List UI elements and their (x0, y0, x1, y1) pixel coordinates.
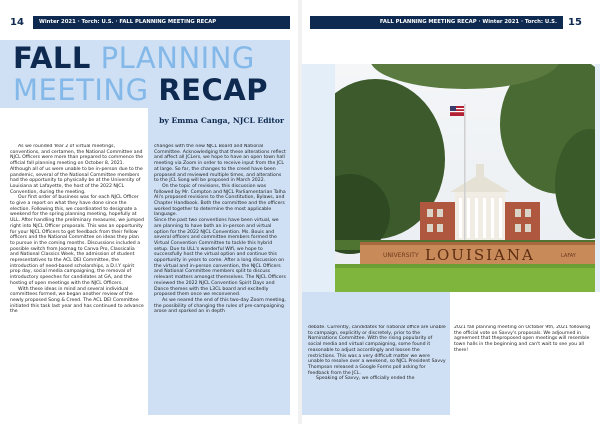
paragraph: debate. Currently, candidates for national office are unable to campaign, explicitly or discretely, prior to the Nominations Committee. With the rising popularity of social media and virtual campaigning, some found it reasonable to adjust accordingly and loosen the restrictions. This was a very difficult matter we were unable to resolve over a weekend, so NJCL President Savvy Thompson released a Google Forms poll asking for feedback from the JCL. (308, 325, 446, 376)
title-line-1 (13, 43, 255, 73)
paragraph: changes with the new NJCL Board and National Committee. Acknowledging that these alterations reflect and affect all JCLers, we hope to have an open town hall meeting via Zoom in order to receive input from the JCL at large. So far, the changes to the creed have been proposed and reviewed multiple times, and alterations to the JCL Song will be proposed in March 2022. (154, 144, 286, 184)
paragraph: As we neared the end of this two-day Zoom meeting, the possibility of changing the rules of pre-campaigning arose and sparked an in depth (154, 297, 286, 315)
campus-photo-illustration (335, 64, 595, 292)
right-column-2 (454, 325, 594, 415)
sign-text: LOUISIANA (425, 246, 535, 264)
title-word-recap: RECAP (158, 73, 268, 107)
page-number-right: 15 (568, 17, 582, 28)
title-word-planning: PLANNING (100, 41, 255, 75)
paragraph: On the topic of revisions, this discussion was followed by Mr. Compton and NJCL Parliamentarian Talha Ali's proposed revisions to the Constitution, Bylaws, and Chapter Handbook. Both the committee and the officers worked together to determine the most applicable language. (154, 183, 286, 218)
left-column-2 (154, 144, 286, 416)
paragraph: Our first order of business was for each NJCL Officer to give a report on what they have done since the election. Following this, we coordinated to designate a weekend for the spring planning meeting, hopefully at ULL. After handling the preliminary measures, we jumped right into NJCL Officer proposals. This was an opportunity for your NJCL Officers to get feedback from their fellow officers and the National Committee on ideas they plan to pursue in the coming months. Discussions included a possible switch from Joomag to Canva Pro, Classicalia and National Classics Week, the admission of student representatives to the ACL DEI Committee, the introduction of need-based scholarships, a D.I.Y spirit prop day, social media campaigning, the removal of introductory speeches for candidates at GA, and the hosting of open meetings with the NJCL Officers. (10, 195, 144, 286)
title-word-fall: FALL (13, 41, 91, 75)
running-header-left: Winter 2021 · Torch: U.S. · FALL PLANNING MEETING RECAP (33, 16, 290, 29)
title-line-2 (13, 75, 268, 105)
paragraph: With these ideas in mind and several individual committees formed, we began another review of the newly proposed Song & Creed. The ACL DEI Committee initiated this task last year and has continued to advance the (10, 286, 144, 315)
page-number-left: 14 (10, 17, 24, 28)
paragraph: Since the past two conventions have been virtual, we are planning to have both an in-person and virtual option for the 2022 NJCL Convention. Ms. Bouis and several officers and committee members formed the Virtual Convention Committee to tackle this hybrid setup. Due to ULL's wonderful Wifi, we hope to successfully host the virtual option and continue this opportunity in years to come. After a long discussion on the virtual and in-person convention, the NJCL Officers and National Committee members split to discuss relevant matters amongst themselves. The NJCL Officers reviewed the 2022 NJCL Convention Spirit Days and Dance themes with the L3CL board and excitedly proposed them once we reconvened. (154, 218, 286, 298)
paragraph: 2021 fall planning meeting on October 9th, 2021 following the official vote on Savvy's proposals. We adjourned in agreement that theproposed open meetings will resemble town halls in the beginning and can't wait to see you all there! (454, 325, 591, 353)
title-word-meeting: MEETING (13, 73, 149, 107)
byline: by Emma Canga, NJCL Editor (159, 116, 284, 125)
paragraph: As we rounded Year 2 of virtual meetings, conventions, and certamen, the National Committee and NJCL Officers were more than prepared to commence the official fall planning meeting on October 8, 2021. Although all of us were unable to be in-person due to the pandemic, several of the National Committee members had the opportunity to physically be at the University of Louisiana at Lafayette, the host of the 2022 NJCL Convention, during the meeting. (10, 144, 144, 195)
running-header-right: FALL PLANNING MEETING RECAP · Winter 2021 · Torch: U.S. (310, 16, 563, 29)
right-column-1 (308, 325, 446, 415)
left-page (0, 0, 298, 424)
left-column-1 (10, 144, 144, 416)
sign-text-small: UNIVERSITY (383, 252, 419, 259)
paragraph: Speaking of Savvy, we officially ended the (316, 376, 415, 382)
campus-photo (335, 64, 595, 292)
sign-text-small-2: LAFAY (561, 253, 576, 259)
